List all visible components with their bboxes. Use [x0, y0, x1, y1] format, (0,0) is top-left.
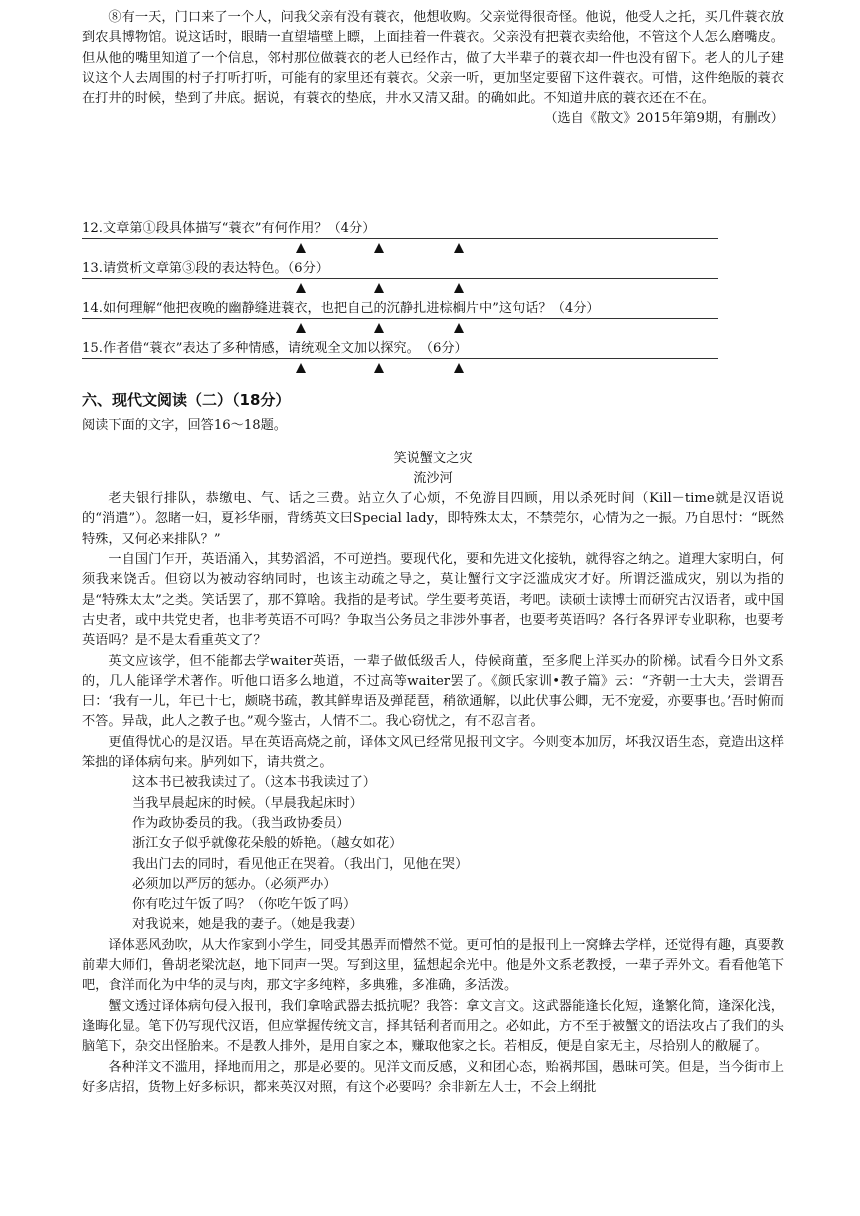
question-13-text: 13.请赏析文章第③段的表达特色。（6分） — [82, 261, 329, 276]
question-14-text: 14.如何理解“他把夜晚的幽静缝进蓑衣，也把自己的沉静扎进棕榈片中”这句话？（4分） — [82, 301, 600, 316]
paragraph: 各种洋文不滥用，择地而用之，那是必要的。见洋文而反感，义和团心态，贻祸邦国，愚昧可笑。但是，当今街市上好多店招，货物上好多标识，都来英汉对照，有这个必要吗？余非新左人士，不会上纲批 — [82, 1059, 784, 1095]
question-14-line — [82, 299, 718, 319]
passage-end — [82, 8, 784, 130]
section-6 — [82, 390, 784, 1098]
question-15-text: 15.作者借“蓑衣”表达了多种情感，请统观全文加以探究。 （6分） — [82, 341, 468, 356]
section-heading: 六、现代文阅读（二）（18分） — [82, 391, 291, 409]
article-title: 笑说蟹文之灾 — [393, 450, 473, 466]
example-sentence: 当我早晨起床的时候。（早晨我起床时） — [132, 795, 363, 811]
paragraph: 更值得忧心的是汉语。早在英语高烧之前，译体文风已经常见报刊文字。今则变本加厉，坏我汉语生态，竟造出这样笨拙的译体病句来。胪列如下，请共赏之。 — [82, 734, 784, 771]
answer-blank-triangle-icon — [296, 243, 306, 253]
answer-blank-triangle-icon — [454, 283, 464, 293]
answer-markers-13 — [82, 283, 718, 295]
question-12-line — [82, 219, 718, 239]
answer-markers-15 — [82, 363, 718, 375]
example-sentence: 作为政协委员的我。（我当政协委员） — [132, 815, 350, 831]
answer-blank-triangle-icon — [454, 323, 464, 333]
answer-blank-triangle-icon — [374, 323, 384, 333]
answer-blank-triangle-icon — [296, 363, 306, 373]
question-15-line — [82, 339, 718, 359]
answer-blank-triangle-icon — [296, 283, 306, 293]
example-sentence: 浙江女子似乎就像花朵般的娇艳。（越女如花） — [132, 836, 403, 852]
answer-blank-triangle-icon — [374, 283, 384, 293]
source-note: （选自《散文》2015年第9期，有删改） — [544, 111, 784, 127]
answer-markers-12 — [82, 243, 718, 255]
question-13-line — [82, 259, 718, 279]
answer-blank-triangle-icon — [374, 363, 384, 373]
example-sentence: 你有吃过午饭了吗？（你吃午饭了吗） — [132, 897, 357, 913]
answer-blank-triangle-icon — [296, 323, 306, 333]
example-sentence: 这本书已被我读过了。（这本书我读过了） — [132, 775, 376, 791]
answer-markers-14 — [82, 323, 718, 335]
article-author: 流沙河 — [413, 470, 453, 486]
answer-blank-triangle-icon — [454, 363, 464, 373]
paragraph: 译体恶风劲吹，从大作家到小学生，同受其愚弄而懵然不觉。更可怕的是报刊上一窝蜂去学样，还觉得有趣，真要教前辈大师们，鲁胡老梁沈赵，地下同声一哭。写到这里，猛想起余光中。他是外文系老教授，一辈子弄外文。看看他笔下吧，食洋而化为中华的灵与肉，那文字多纯粹，多典雅，多准确，多活泼。 — [82, 937, 784, 994]
answer-blank-triangle-icon — [374, 243, 384, 253]
answer-blank-triangle-icon — [454, 243, 464, 253]
paragraph: 英文应该学，但不能都去学waiter英语，一辈子做低级舌人，侍候商董，至多爬上洋买办的阶梯。试看今日外文系的，几人能译学术著作。听他口语多么地道，不过高等waiter罢了。《颜氏家训•教子篇》云：“齐朝一士大夫，尝谓吾曰：‘我有一儿，年已十七，颇晓书疏，教其鲜卑语及弹琵琶，稍欲通解，以此伏事公卿，无不宠爱，亦要事也。’吾时俯而不答。异哉，此人之教子也。”观今鉴古，人情不二。我心窃忧之，有不忍言者。 — [82, 653, 784, 730]
example-sentence: 必须加以严厉的惩办。（必须严办） — [132, 876, 337, 892]
example-sentence: 我出门去的同时，看见他正在哭着。（我出门，见他在哭） — [132, 856, 469, 872]
paragraph: 一自国门乍开，英语涌入，其势滔滔，不可逆挡。要现代化，要和先进文化接轨，就得容之纳之。道理大家明白，何须我来饶舌。但窃以为被动容纳同时，也该主动疏之导之，莫让蟹行文字泛滥成灾才好。所谓泛滥成灾，别以为指的是“特殊太太”之类。笑话罢了，那不算啥。我指的是考试。学生要考英语，考吧。读硕士读博士而研究古汉语者，或中国古史者，或中共党史者，也非考英语不可吗？争取当公务员之非涉外事者，也要考英语吗？各行各界评专业职称，也要考英语吗？是不是太看重英文了？ — [82, 552, 784, 649]
paragraph: 蟹文透过译体病句侵入报刊，我们拿啥武器去抵抗呢？我答：拿文言文。这武器能逢长化短，逢繁化简，逢深化浅，逢晦化显。笔下仍写现代汉语，但应掌握传统文言，择其铦利者而用之。必如此，方不至于被蟹文的语法攻占了我们的头脑笔下，杂交出怪胎来。不是教人排外，是用自家之本，赚取他家之长。若相反，便是自家无主，尽拾别人的敝屣了。 — [82, 998, 784, 1055]
paragraph-8: ⑧有一天，门口来了一个人，问我父亲有没有蓑衣，他想收购。父亲觉得很奇怪。他说，他受人之托，买几件蓑衣放到农具博物馆。说这话时，眼睛一直望墙壁上瞟，上面挂着一件蓑衣。父亲没有把蓑衣卖给他，不管这个人怎么磨嘴皮。但从他的嘴里知道了一个信息，邻村那位做蓑衣的老人已经作古，做了大半辈子的蓑衣却一件也没有留下。老人的儿子建议这个人去周围的村子打听打听，可能有的家里还有蓑衣。父亲一听，更加坚定要留下这件蓑衣。可惜，这件绝版的蓑衣在打井的时候，垫到了井底。据说，有蓑衣的垫底，井水又清又甜。的确如此。不知道井底的蓑衣还在不在。 — [82, 10, 784, 107]
question-12-text: 12.文章第①段具体描写“蓑衣”有何作用？（4分） — [82, 221, 376, 236]
example-sentence: 对我说来，她是我的妻子。（她是我妻） — [132, 917, 363, 933]
reading-instruction: 阅读下面的文字，回答16～18题。 — [82, 418, 287, 434]
paragraph: 老夫银行排队，恭缴电、气、话之三费。站立久了心烦，不免游目四顾，用以杀死时间（Kill－time就是汉语说的“消遣”）。忽睹一妇，夏衫华丽，背绣英文曰Special lady，即特殊太太，不禁莞尔，心情为之一振。乃自思忖：“既然特殊，又何必来排队？” — [82, 491, 784, 547]
